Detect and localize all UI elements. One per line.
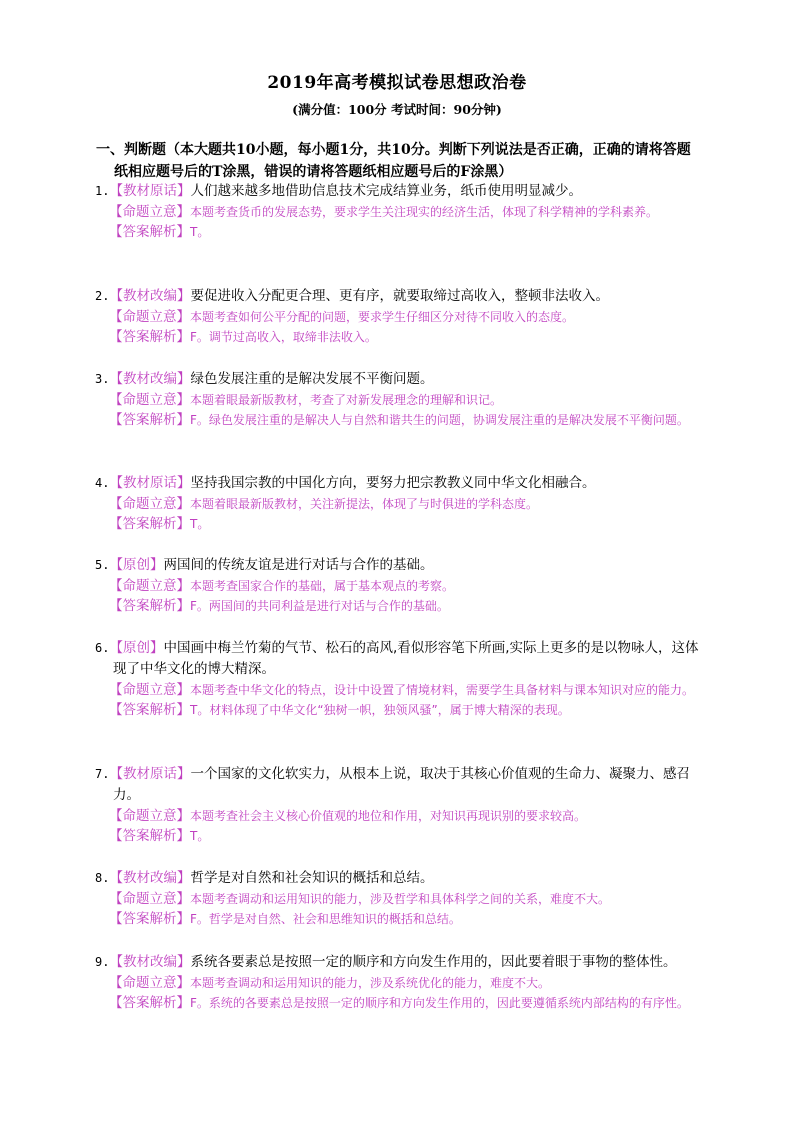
intent-label: 【命题立意】 <box>109 392 190 408</box>
answer-row <box>95 826 710 846</box>
question-text: 中国画中梅兰竹菊的气节、松石的高风,看似形容笔下所画,实际上更多的是以物咏人，这体现了中华文化的博大精深。 <box>113 640 699 677</box>
section-heading <box>96 139 706 183</box>
intent-text: 本题着眼最新版教材，考查了对新发展理念的理解和识记。 <box>190 393 503 407</box>
question-6 <box>95 638 710 720</box>
answer-row <box>95 596 710 616</box>
question-tag: 【原创】 <box>109 640 164 656</box>
intent-label: 【命题立意】 <box>109 891 190 907</box>
question-4 <box>95 473 710 534</box>
question-stem <box>95 555 710 576</box>
answer-text: F。调节过高收入，取缔非法收入。 <box>190 330 377 344</box>
intent-label: 【命题立意】 <box>109 808 190 824</box>
answer-row <box>95 222 710 242</box>
question-stem <box>95 181 710 202</box>
question-number: 3. <box>95 372 110 386</box>
answer-row <box>95 327 710 347</box>
question-text: 人们越来越多地借助信息技术完成结算业务，纸币使用明显减少。 <box>190 183 582 199</box>
answer-row <box>95 909 710 929</box>
intent-row <box>95 307 710 327</box>
answer-text: F。哲学是对自然、社会和思维知识的概括和总结。 <box>190 912 461 926</box>
question-2 <box>95 286 710 347</box>
intent-row <box>95 889 710 909</box>
question-number: 6. <box>95 641 110 655</box>
intent-row <box>95 202 710 222</box>
answer-text: T。 <box>190 225 210 239</box>
intent-text: 本题考查社会主义核心价值观的地位和作用，对知识再现识别的要求较高。 <box>190 809 587 823</box>
intent-row <box>95 390 710 410</box>
answer-text: F。两国间的共同利益是进行对话与合作的基础。 <box>190 599 449 613</box>
intent-text: 本题着眼最新版教材，关注新提法，体现了与时俱进的学科态度。 <box>190 497 539 511</box>
question-tag: 【教材改编】 <box>109 288 191 304</box>
answer-text: F。绿色发展注重的是解决人与自然和谐共生的问题，协调发展注重的是解决发展不平衡问题。 <box>190 413 689 427</box>
question-tag: 【教材原话】 <box>109 183 191 199</box>
answer-label: 【答案解析】 <box>109 224 190 240</box>
intent-row <box>95 973 710 993</box>
question-text: 一个国家的文化软实力，从根本上说，取决于其核心价值观的生命力、凝聚力、感召力。 <box>113 766 690 803</box>
answer-row <box>95 700 710 720</box>
intent-text: 本题考查如何公平分配的问题，要求学生仔细区分对待不同收入的态度。 <box>190 310 575 324</box>
question-number: 2. <box>95 289 110 303</box>
answer-text: T。材料体现了中华文化“独树一帜，独领风骚”，属于博大精深的表现。 <box>190 703 570 717</box>
question-stem <box>95 369 710 390</box>
question-number: 9. <box>95 955 110 969</box>
intent-label: 【命题立意】 <box>109 496 190 512</box>
question-tag: 【教材改编】 <box>109 870 191 886</box>
question-stem <box>95 473 710 494</box>
question-5 <box>95 555 710 616</box>
intent-text: 本题考查中华文化的特点，设计中设置了情境材料，需要学生具备材料与课本知识对应的能力。 <box>190 683 695 697</box>
question-3 <box>95 369 710 430</box>
intent-label: 【命题立意】 <box>109 578 190 594</box>
intent-text: 本题考查货币的发展态势，要求学生关注现实的经济生活，体现了科学精神的学科素养。 <box>190 205 659 219</box>
answer-row <box>95 410 710 430</box>
answer-label: 【答案解析】 <box>109 828 190 844</box>
question-tag: 【教材原话】 <box>109 475 191 491</box>
exam-title: 2019年高考模拟试卷思想政治卷 <box>267 73 527 93</box>
section-heading-line2: 纸相应题号后的T涂黑，错误的请将答题纸相应题号后的F涂黑） <box>114 164 513 180</box>
intent-label: 【命题立意】 <box>109 682 190 698</box>
question-8 <box>95 868 710 929</box>
question-stem <box>95 868 710 889</box>
answer-label: 【答案解析】 <box>109 412 190 428</box>
question-stem <box>95 952 710 973</box>
question-text: 要促进收入分配更合理、更有序，就要取缔过高收入，整顿非法收入。 <box>190 288 609 304</box>
answer-label: 【答案解析】 <box>109 702 190 718</box>
question-1 <box>95 181 710 242</box>
question-tag: 【教材原话】 <box>109 766 191 782</box>
answer-label: 【答案解析】 <box>109 995 190 1011</box>
intent-label: 【命题立意】 <box>109 309 190 325</box>
question-number: 8. <box>95 871 110 885</box>
question-tag: 【教材改编】 <box>109 954 191 970</box>
answer-label: 【答案解析】 <box>109 911 190 927</box>
answer-text: T。 <box>190 829 210 843</box>
question-text: 坚持我国宗教的中国化方向，要努力把宗教教义同中华文化相融合。 <box>190 475 596 491</box>
intent-row <box>95 494 710 514</box>
answer-row <box>95 514 710 534</box>
section-heading-line1: 一、判断题（本大题共10小题，每小题1分，共10分。判断下列说法是否正确，正确的请将答题 <box>96 142 691 158</box>
intent-row <box>95 680 710 700</box>
answer-text: T。 <box>190 517 210 531</box>
answer-label: 【答案解析】 <box>109 329 190 345</box>
answer-label: 【答案解析】 <box>109 598 190 614</box>
question-number: 7. <box>95 767 110 781</box>
question-text: 绿色发展注重的是解决发展不平衡问题。 <box>190 371 434 387</box>
exam-subtitle: (满分值：100分 考试时间：90分钟) <box>292 102 502 117</box>
intent-text: 本题考查调动和运用知识的能力，涉及哲学和具体科学之间的关系，难度不大。 <box>190 892 611 906</box>
answer-label: 【答案解析】 <box>109 516 190 532</box>
question-tag: 【原创】 <box>109 557 164 573</box>
question-7 <box>95 764 710 846</box>
question-9 <box>95 952 710 1013</box>
question-number: 4. <box>95 476 110 490</box>
question-stem <box>95 286 710 307</box>
answer-row <box>95 993 710 1013</box>
intent-label: 【命题立意】 <box>109 204 190 220</box>
question-tag: 【教材改编】 <box>109 371 191 387</box>
question-text: 哲学是对自然和社会知识的概括和总结。 <box>190 870 434 886</box>
answer-text: F。系统的各要素总是按照一定的顺序和方向发生作用的，因此要遵循系统内部结构的有序性。 <box>190 996 689 1010</box>
question-number: 1. <box>95 184 110 198</box>
intent-text: 本题考查国家合作的基础，属于基本观点的考察。 <box>190 579 455 593</box>
question-text: 系统各要素总是按照一定的顺序和方向发生作用的，因此要着眼于事物的整体性。 <box>190 954 677 970</box>
intent-label: 【命题立意】 <box>109 975 190 991</box>
intent-text: 本题考查调动和运用知识的能力，涉及系统优化的能力，难度不大。 <box>190 976 551 990</box>
intent-row <box>95 806 710 826</box>
question-stem <box>95 638 710 680</box>
question-text: 两国间的传统友谊是进行对话与合作的基础。 <box>163 557 434 573</box>
intent-row <box>95 576 710 596</box>
question-stem <box>95 764 710 806</box>
question-number: 5. <box>95 558 110 572</box>
